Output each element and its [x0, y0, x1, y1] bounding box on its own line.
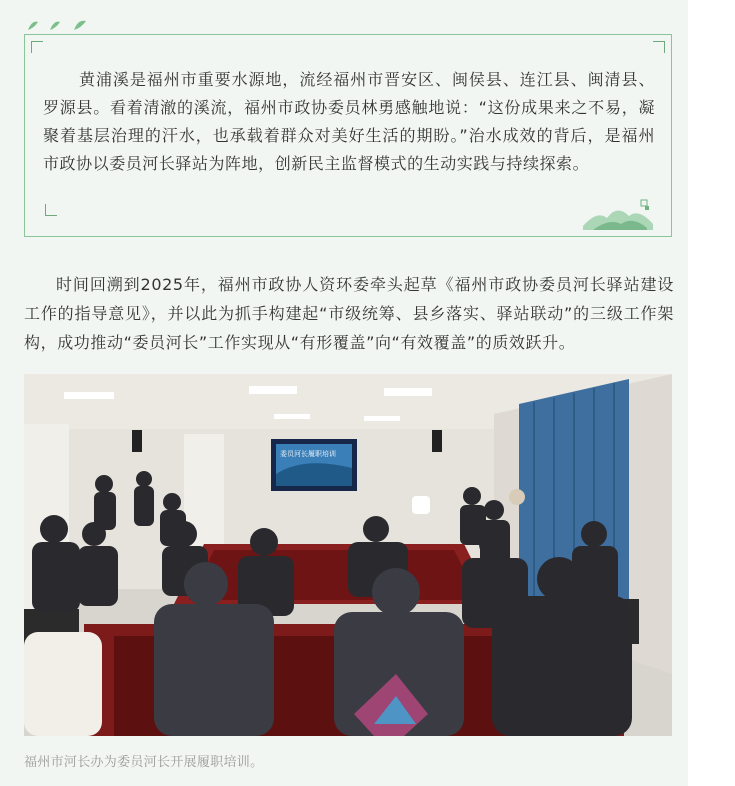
photo-caption: 福州市河长办为委员河长开展履职培训。 — [24, 755, 264, 770]
quote-box — [24, 34, 672, 237]
mountain-decoration-icon — [583, 196, 653, 230]
corner-decoration — [31, 41, 43, 53]
leaf-decoration-icon — [26, 16, 96, 34]
corner-decoration — [45, 204, 57, 216]
meeting-photo — [24, 374, 672, 736]
corner-decoration — [653, 41, 665, 53]
screen-title: 委员河长履职培训 — [280, 450, 336, 458]
quote-paragraph: 黄浦溪是福州市重要水源地，流经福州市晋安区、闽侯县、连江县、闽清县、罗源县。看着清澈的溪流，福州市政协委员林勇感触地说：“这份成果来之不易，凝聚着基层治理的汗水，也承载着群众对美好生活的期盼。”治水成效的背后，是福州市政协以委员河长驿站为阵地，创新民主监督模式的生动实践与持续探索。 — [43, 70, 655, 173]
body-paragraph: 时间回溯到2025年，福州市政协人资环委牵头起草《福州市政协委员河长驿站建设工作的指导意见》，并以此为抓手构建起“市级统筹、县乡落实、驿站联动”的三级工作架构，成功推动“委员河长”工作实现从“有形覆盖”向“有效覆盖”的质效跃升。 — [24, 275, 674, 352]
